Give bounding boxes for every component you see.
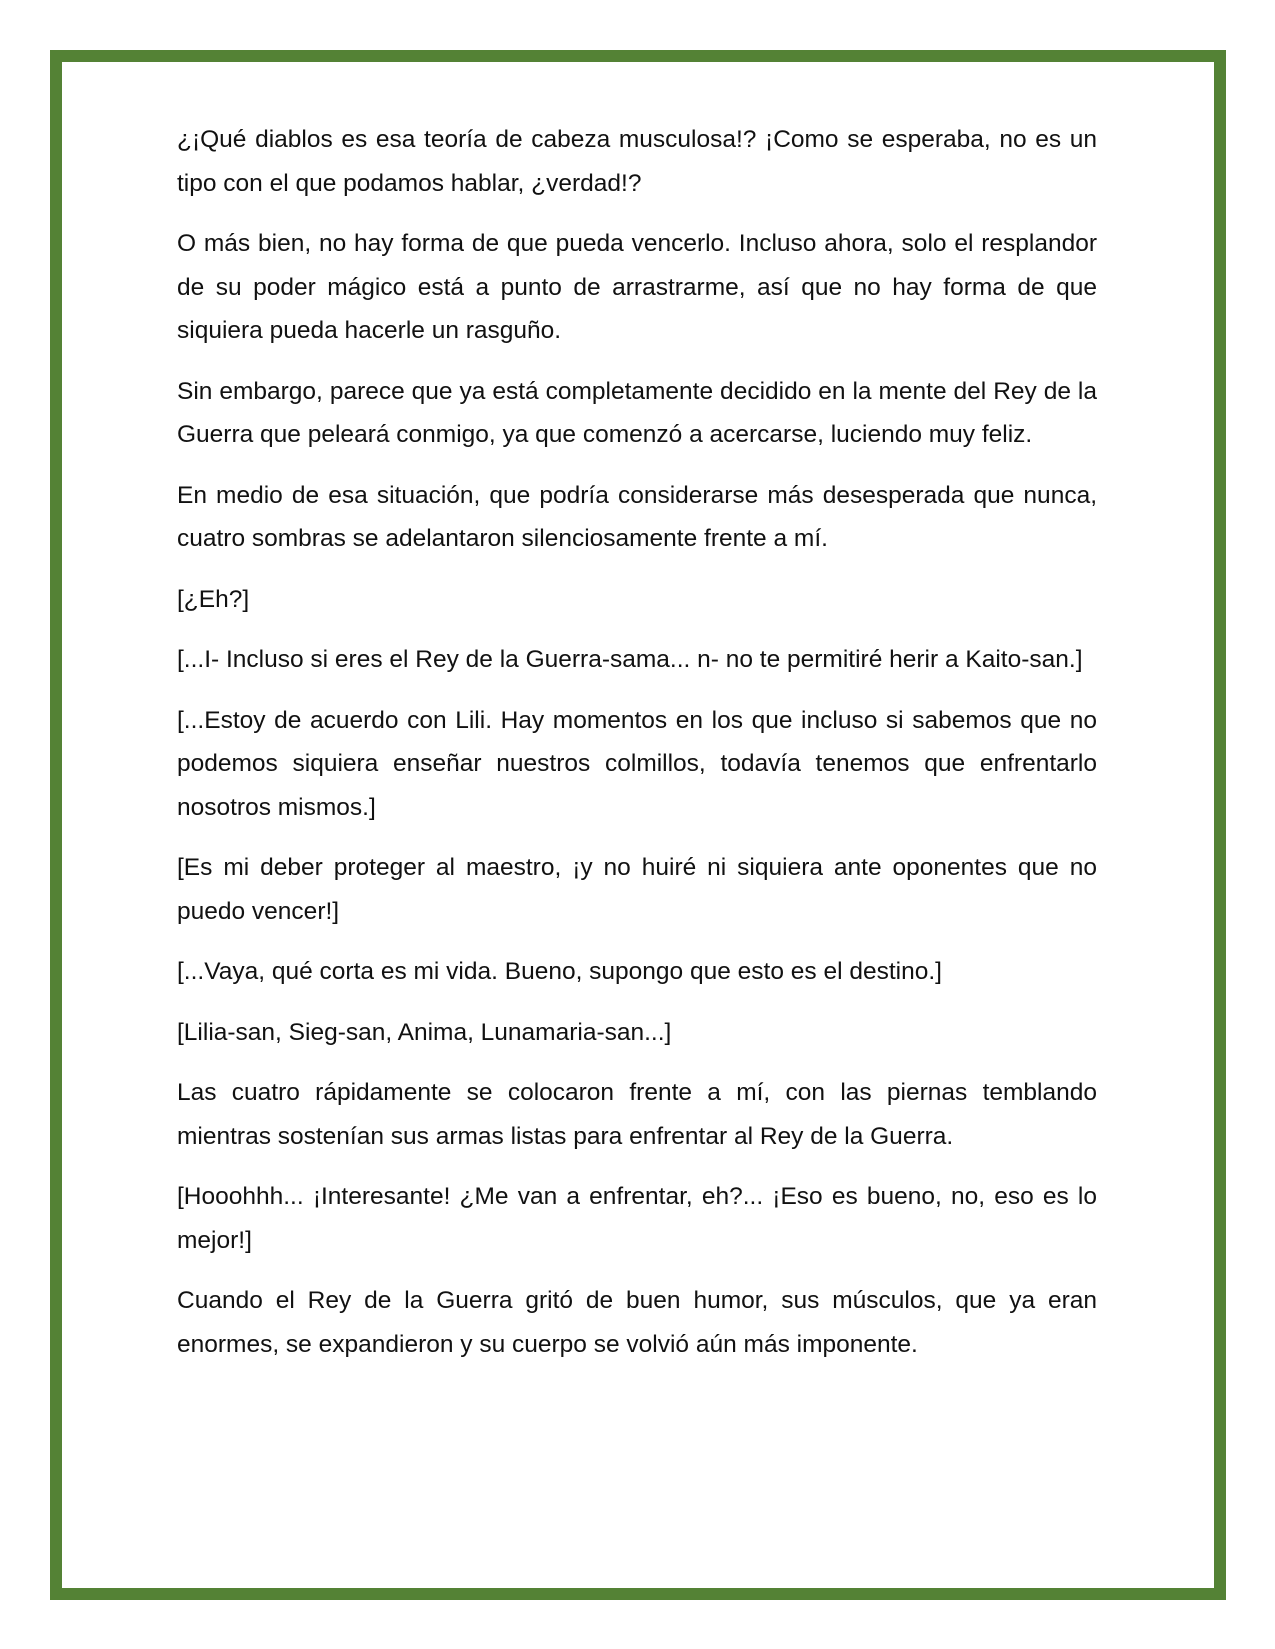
dialogue-line: [Lilia-san, Sieg-san, Anima, Lunamaria-san...] [177, 1018, 672, 1046]
dialogue-line: [...I- Incluso si eres el Rey de la Guerra-sama... n- no te permitiré herir a Kaito-san.] [177, 646, 1083, 673]
paragraph: ¿¡Qué diablos es esa teoría de cabeza musculosa!? ¡Como se esperaba, no es un tipo con el que podamos hablar, ¿verdad!? [177, 126, 1097, 197]
paragraph: Las cuatro rápidamente se colocaron frente a mí, con las piernas temblando mientras sostenían sus armas listas para enfrentar al Rey de la Guerra. [177, 1079, 1097, 1150]
dialogue-line: [¿Eh?] [177, 585, 250, 613]
dialogue-line: [Es mi deber proteger al maestro, ¡y no huiré ni siquiera ante oponentes que no puedo vencer!] [177, 854, 1097, 925]
dialogue-line: [...Vaya, qué corta es mi vida. Bueno, supongo que esto es el destino.] [177, 958, 942, 985]
dialogue-line: [Hooohhh... ¡Interesante! ¿Me van a enfrentar, eh?... ¡Eso es bueno, no, eso es lo mejor!] [177, 1183, 1097, 1254]
paragraph: Cuando el Rey de la Guerra gritó de buen humor, sus músculos, que ya eran enormes, se expandieron y su cuerpo se volvió aún más imponente. [177, 1287, 1097, 1358]
paragraph: O más bien, no hay forma de que pueda vencerlo. Incluso ahora, solo el resplandor de su poder mágico está a punto de arrastrarme, así que no hay forma de que siquiera pueda hacerle un rasguño. [177, 230, 1097, 344]
paragraph: En medio de esa situación, que podría considerarse más desesperada que nunca, cuatro sombras se adelantaron silenciosamente frente a mí. [177, 481, 1097, 552]
dialogue-line: [...Estoy de acuerdo con Lili. Hay momentos en los que incluso si sabemos que no podemos siquiera enseñar nuestros colmillos, todavía tenemos que enfrentarlo nosotros mismos.] [177, 706, 1097, 821]
paragraph: Sin embargo, parece que ya está completamente decidido en la mente del Rey de la Guerra que peleará conmigo, ya que comenzó a acercarse, luciendo muy feliz. [177, 377, 1097, 448]
document-body [177, 118, 1097, 1383]
